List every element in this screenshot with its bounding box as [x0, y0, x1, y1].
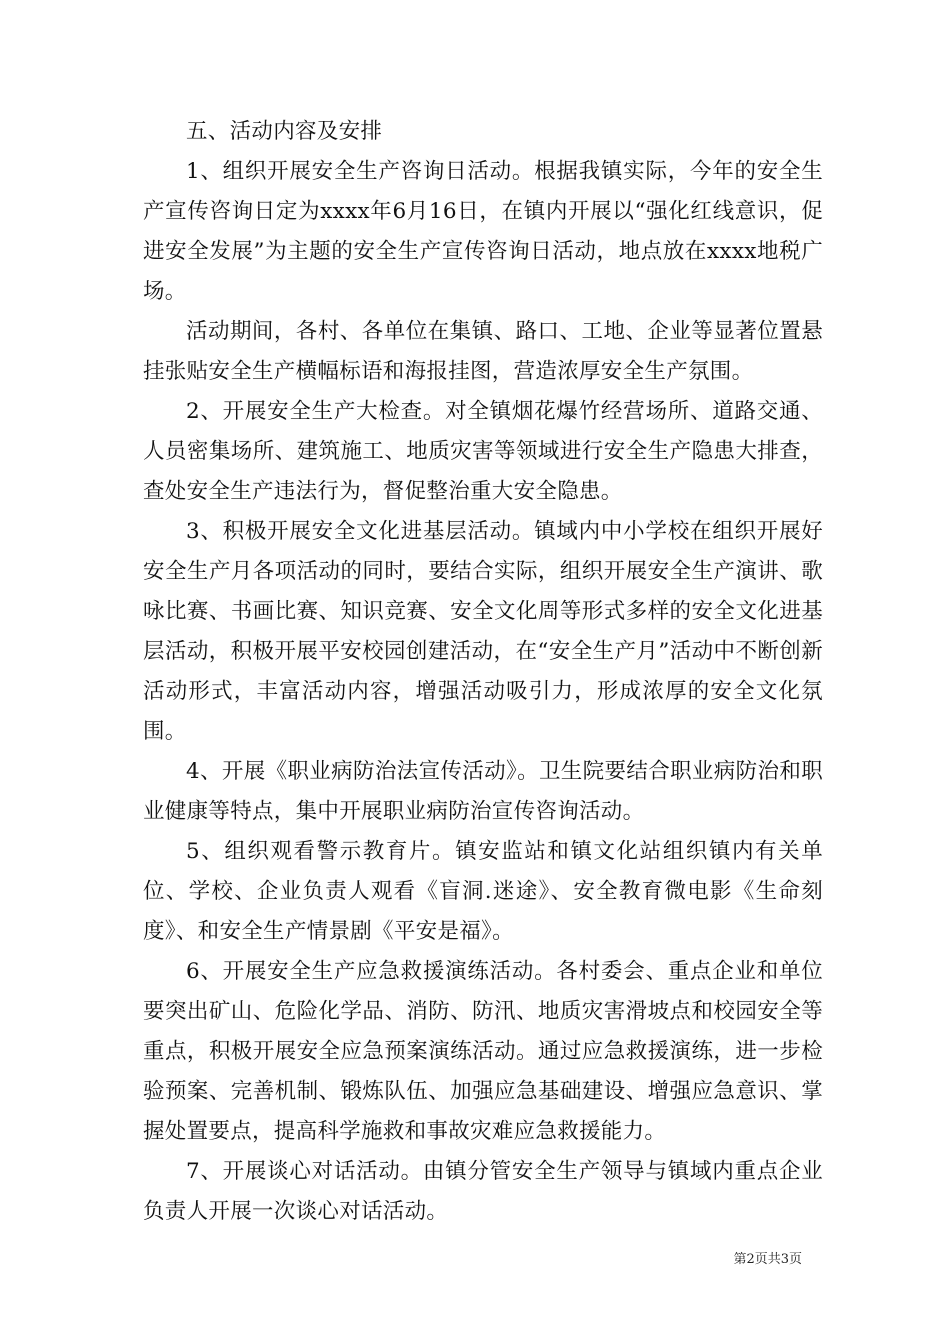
paragraph-occupational-disease: 4、开展《职业病防治法宣传活动》。卫生院要结合职业病防治和职业健康等特点，集中开展职业病防治宣传咨询活动。 — [143, 759, 823, 824]
paragraph-safety-culture: 3、积极开展安全文化进基层活动。镇域内中小学校在组织开展好安全生产月各项活动的同时，要结合实际，组织开展安全生产演讲、歌咏比赛、书画比赛、知识竞赛、安全文化周等形式多样的安全文化进基层活动，积极开展平安校园创建活动，在“安全生产月”活动中不断创新活动形式，丰富活动内容，增强活动吸引力，形成浓厚的安全文化氛围。 — [143, 519, 823, 744]
section-heading: 五、活动内容及安排 — [186, 119, 383, 144]
document-body — [143, 112, 823, 1232]
paragraph-emergency-drill: 6、开展安全生产应急救援演练活动。各村委会、重点企业和单位要突出矿山、危险化学品、消防、防汛、地质灾害滑坡点和校园安全等重点，积极开展安全应急预案演练活动。通过应急救援演练，进一步检验预案、完善机制、锻炼队伍、加强应急基础建设、增强应急意识、掌握处置要点，提高科学施救和事故灾难应急救援能力。 — [143, 959, 823, 1144]
paragraph-consultation-day: 1、组织开展安全生产咨询日活动。根据我镇实际，今年的安全生产宣传咨询日定为xxxx年6月16日，在镇内开展以“强化红线意识，促进安全发展”为主题的安全生产宣传咨询日活动，地点放在xxxx地税广场。 — [143, 159, 823, 304]
paragraph-heart-to-heart: 7、开展谈心对话活动。由镇分管安全生产领导与镇域内重点企业负责人开展一次谈心对话活动。 — [143, 1159, 823, 1224]
paragraph-warning-films: 5、组织观看警示教育片。镇安监站和镇文化站组织镇内有关单位、学校、企业负责人观看《盲洞.迷途》、安全教育微电影《生命刻度》、和安全生产情景剧《平安是福》。 — [143, 839, 823, 944]
paragraph-activity-period: 活动期间，各村、各单位在集镇、路口、工地、企业等显著位置悬挂张贴安全生产横幅标语和海报挂图，营造浓厚安全生产氛围。 — [143, 319, 823, 384]
paragraph-safety-inspection: 2、开展安全生产大检查。对全镇烟花爆竹经营场所、道路交通、人员密集场所、建筑施工、地质灾害等领域进行安全生产隐患大排查，查处安全生产违法行为，督促整治重大安全隐患。 — [143, 399, 823, 504]
page-number: 第2页共3页 — [733, 1252, 802, 1267]
